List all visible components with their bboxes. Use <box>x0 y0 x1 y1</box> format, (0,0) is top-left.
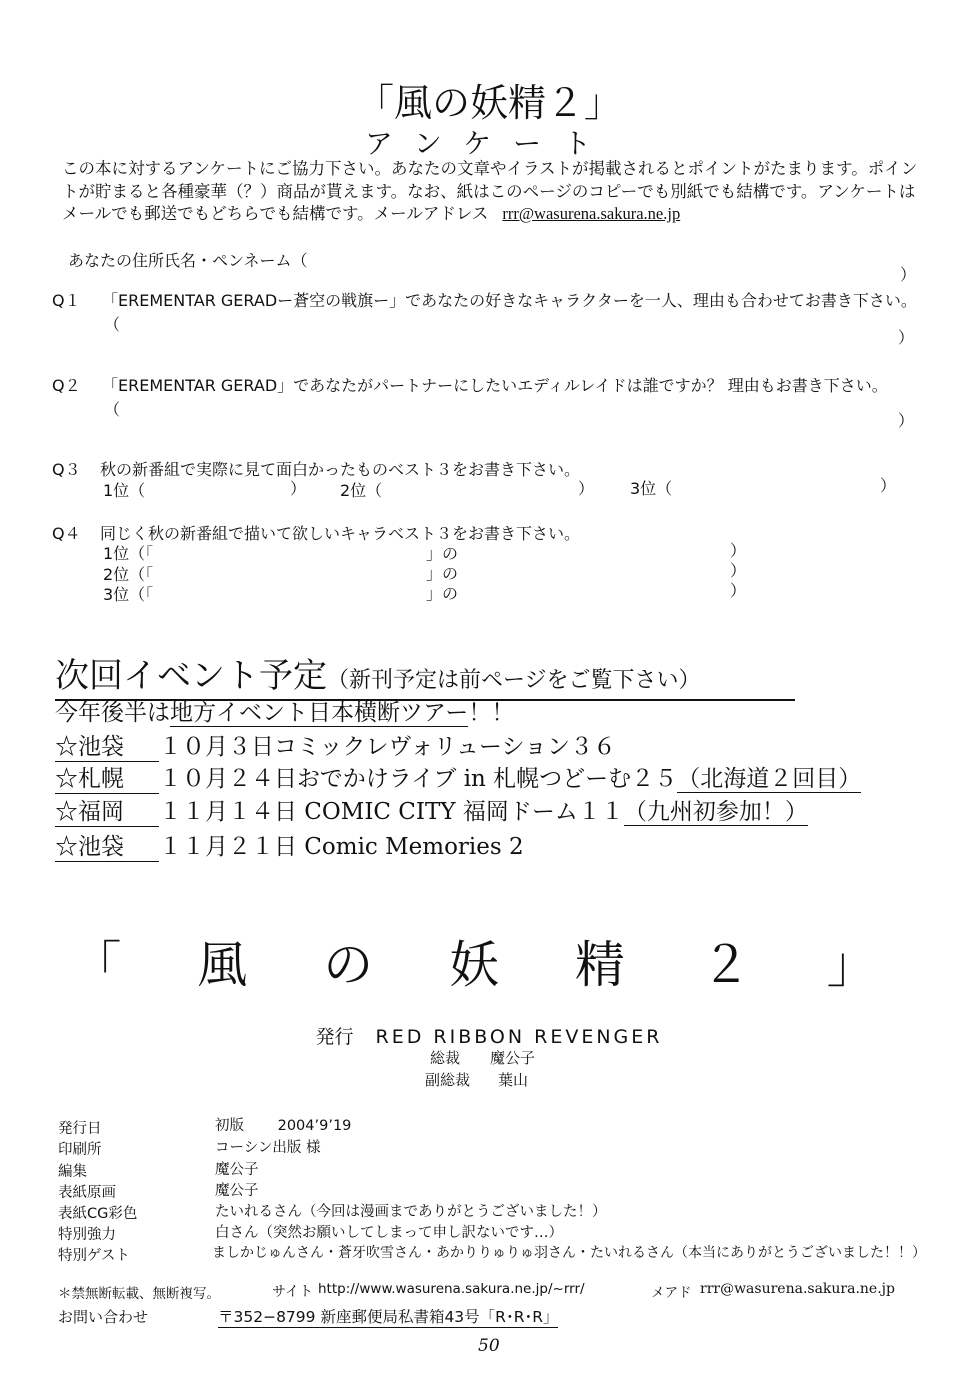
event-note: （九州初参加！） <box>623 799 808 825</box>
intro-suffix: ！！ <box>468 700 515 726</box>
publisher-line <box>0 1022 978 1049</box>
credit-label: 印刷所 <box>58 1142 102 1158</box>
credit-label: 表紙CG彩色 <box>58 1206 138 1222</box>
vice-name: 葉山 <box>498 1071 529 1089</box>
events-heading-title: 次回イベント予定 <box>55 656 327 696</box>
close-paren: ） <box>290 479 307 498</box>
event-item <box>55 793 808 827</box>
q3-text: 秋の新番組で実際に見て面白かったものベスト３をお書き下さい。 <box>100 460 581 479</box>
vice-line <box>425 1069 528 1090</box>
event-text: １１月１４日 COMIC CITY 福岡ドーム１１ <box>159 799 624 825</box>
survey-intro <box>62 158 922 226</box>
q1-text: 「EREMENTAR GERADー蒼空の戦旗ー」であなたの好きなキャラクターを一人、理由も合わせてお書き下さい。 <box>102 291 917 310</box>
close-paren: ） <box>898 328 915 347</box>
close-paren: ） <box>900 265 917 284</box>
events-heading-note: （新刊予定は前ページをご覧下さい） <box>327 668 701 693</box>
publisher-label: 発行 <box>315 1026 354 1048</box>
event-city: 池袋 <box>78 834 124 860</box>
event-city: 福岡 <box>78 799 124 825</box>
credit-label: 表紙原画 <box>58 1185 116 1201</box>
leader-label: 総裁 <box>430 1049 461 1067</box>
event-text: １１月２１日 Comic Memories 2 <box>159 834 524 860</box>
star-icon: ☆ <box>55 834 78 860</box>
q4-text: 同じく秋の新番組で描いて欲しいキャラベスト３をお書き下さい。 <box>100 524 581 543</box>
name-prompt: あなたの住所氏名・ペンネーム（ <box>68 251 308 270</box>
email-link[interactable]: rrr@wasurena.sakura.ne.jp <box>502 204 681 223</box>
credit-value: 初版 2004’9’19 <box>215 1118 352 1134</box>
close-paren: ） <box>730 541 747 560</box>
leader-name: 魔公子 <box>490 1049 536 1067</box>
q3-rank-3: 3位（ <box>630 479 673 498</box>
intro-text: この本に対するアンケートにご協力下さい。あなたの文章やイラストが掲載されるとポイントがたまります。ポイントが貯まると各種豪華（？）商品が貰えます。なお、紙はこのページのコピーでも別紙でも結構です。アンケートはメールでも郵送でもどちらでも結構です。メールアドレス <box>62 159 918 223</box>
q2-number: Q２ <box>52 376 81 395</box>
intro-prefix: 今年後半は <box>55 700 170 726</box>
close-paren: ） <box>898 411 915 430</box>
q1-number: Q１ <box>52 291 81 310</box>
leader-line <box>430 1047 535 1068</box>
star-icon: ☆ <box>55 799 78 825</box>
credit-value: 白さん（突然お願いしてしまって申し訳ないです…） <box>215 1225 563 1241</box>
q3-rank-2: 2位（ <box>340 481 383 500</box>
contact-label: お問い合わせ <box>58 1308 149 1326</box>
q4-rank-2: 2位（「 <box>103 565 154 584</box>
credit-value: 魔公子 <box>215 1162 259 1178</box>
close-paren: ） <box>730 581 747 600</box>
q4-rank-1: 1位（「 <box>103 544 154 563</box>
star-icon: ☆ <box>55 766 78 792</box>
contact-address: 〒352−8799 新座郵便局私書箱43号「R･R･R」 <box>218 1305 558 1328</box>
event-city: 池袋 <box>78 734 124 760</box>
q4-number: Q４ <box>52 524 81 543</box>
survey-title: 「風の妖精２」 <box>355 81 622 125</box>
event-note: （北海道２回目） <box>677 766 862 792</box>
copyright-notice: ＊禁無断転載、無断複写。 <box>58 1286 220 1302</box>
close-paren: ） <box>730 561 747 580</box>
q3-rank-1: 1位（ <box>103 481 146 500</box>
close-paren: ） <box>578 479 595 498</box>
event-city: 札幌 <box>78 766 124 792</box>
q4-no: 」の <box>426 544 459 563</box>
credit-label: 編集 <box>58 1164 87 1180</box>
q4-rank-3: 3位（「 <box>103 585 154 604</box>
event-text: １０月３日コミックレヴォリューション３６ <box>159 734 617 760</box>
vice-label: 副総裁 <box>425 1071 471 1089</box>
open-paren: （ <box>104 315 121 334</box>
event-text: １０月２４日おでかけライブ in 札幌つどーむ２５ <box>159 766 678 792</box>
survey-subtitle: アンケート <box>364 127 614 160</box>
credit-label: 発行日 <box>58 1121 102 1137</box>
mail-label: メアド <box>651 1285 692 1301</box>
event-item <box>55 828 524 862</box>
credit-label: 特別強力 <box>58 1227 116 1243</box>
star-icon: ☆ <box>55 734 78 760</box>
mail-link[interactable]: rrr@wasurena.sakura.ne.jp <box>700 1281 895 1297</box>
events-intro <box>55 694 514 727</box>
intro-highlight: 地方イベント日本横断ツアー <box>170 700 469 726</box>
q4-no: 」の <box>426 584 459 603</box>
q2-text: 「EREMENTAR GERAD」であなたがパートナーにしたいエディルレイドは誰ですか？ 理由もお書き下さい。 <box>102 376 888 395</box>
close-paren: ） <box>880 476 897 495</box>
publisher-name: RED RIBBON REVENGER <box>375 1026 663 1048</box>
credit-value: 魔公子 <box>215 1183 259 1199</box>
credit-label: 特別ゲスト <box>58 1248 130 1264</box>
page-number: 50 <box>478 1336 500 1356</box>
event-item <box>55 760 861 794</box>
colophon-title: 「 風 の 妖 精 ２ 」 <box>71 936 907 994</box>
open-paren: （ <box>104 400 121 419</box>
credit-value: コーシン出版 様 <box>215 1140 321 1156</box>
q4-no: 」の <box>426 564 459 583</box>
credit-value: たいれるさん（今回は漫画までありがとうございました！） <box>215 1204 607 1220</box>
q3-number: Q３ <box>52 460 81 479</box>
site-link[interactable]: http://www.wasurena.sakura.ne.jp/~rrr/ <box>318 1281 585 1297</box>
event-item <box>55 728 616 762</box>
credit-value: ましかじゅんさん・蒼牙吹雪さん・あかりりゅりゅ羽さん・たいれるさん（本当にありがとうございました！！） <box>212 1245 926 1261</box>
site-label: サイト <box>272 1284 314 1300</box>
